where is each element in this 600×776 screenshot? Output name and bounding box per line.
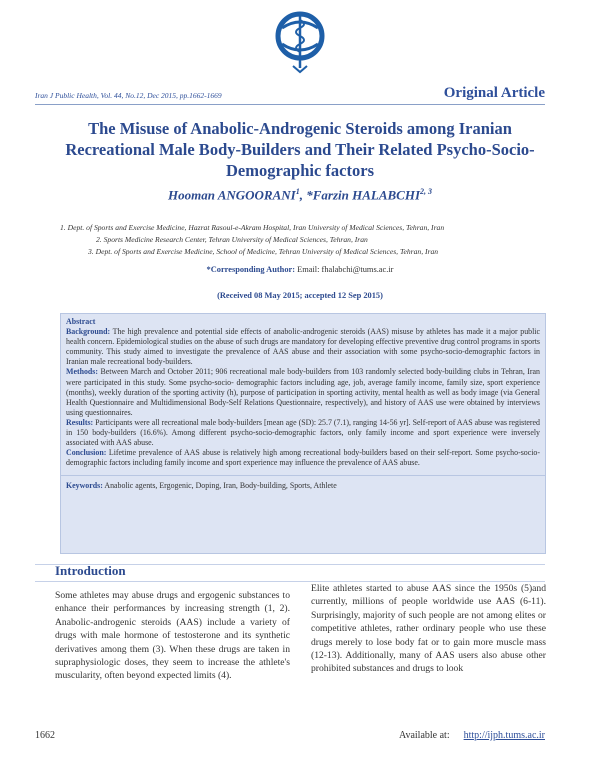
affiliation-3: 3. Dept. of Sports and Exercise Medicine, School of Medicine, Tehran University of Medical Sciences, Tehran, Iran xyxy=(88,247,439,256)
article-type-label: Original Article xyxy=(443,85,545,101)
abstract-methods: Methods: Between March and October 2011; 906 recreational male body-builders from 103 randomly selected body-building clubs in Tehran, Iran were participated in this study. Some psycho-socio- demographic factors including age, job, average family income, family size, sport experience (months), weekly duration of the sporting activity (h), purpose of participation in sporting activity, mental health as well as body image (via General Health Questionnaire and Multidimensional Body-Self Relations Questionnaire, respectively), and history of AAS use were obtained by interviews using questionnaires. xyxy=(66,367,540,417)
available-label: Available at: xyxy=(398,730,450,741)
introduction-heading: Introduction xyxy=(55,563,126,578)
intro-column-left: Some athletes may abuse drugs and ergogenic substances to enhance their performances by increasing strength (1, 2). Anabolic-androgenic steroids (AAS) include a variety of drugs with male hormone of testosterone and its synthetic derivatives among them (3). When these drugs are taken in supraphysiologic doses, they seem to increase the athlete's muscularity, often beyond expected limits (4). xyxy=(55,590,290,682)
abstract-background: Background: The high prevalence and potential side effects of anabolic-androgenic steroids (AAS) misuse by athletes has made it a major public health concern. Epidemiological studies on the abuse of such drugs are mandatory for developing effective preventive drug control programs in sports community. This study aimed to investigate the prevalence of AAS abuse and their association with some psycho-socio-demographic factors in Iranian male recreational body-builders. xyxy=(66,327,540,367)
author-line: Hooman ANGOORANI$^1$, *Farzin HALABCHI$^{2, 3}$ xyxy=(167,187,433,203)
availability-line xyxy=(399,730,545,741)
journal-url-link[interactable]: http://ijph.tums.ac.ir xyxy=(463,730,545,741)
author-1: Hooman ANGOORANI xyxy=(167,187,296,203)
affiliation-1: 1. Dept. of Sports and Exercise Medicine, Hazrat Rasoul-e-Akram Hospital, Iran University of Medical Sciences, Tehran, Iran xyxy=(60,223,445,232)
corresponding-email: Email: fhalabchi@tums.ac.ir xyxy=(295,265,394,274)
corresponding-author: *Corresponding Author: Email: fhalabchi@tums.ac.ir xyxy=(206,265,394,274)
header-divider xyxy=(35,104,545,105)
abstract-heading: Abstract xyxy=(66,317,96,326)
author-2: *Farzin HALABCHI xyxy=(306,187,421,203)
author-1-affiliation: 1 xyxy=(295,187,300,196)
abstract-keywords: Keywords: Anabolic agents, Ergogenic, Doping, Iran, Body-building, Sports, Athlete xyxy=(66,481,337,491)
intro-column-right: Elite athletes started to abuse AAS since the 1950s (5)and currently, millions of people worldwide use AAS (6-11). Surprisingly, majority of such people are not among elites or competitive athletes, rather ordinary people who use these drugs merely to lose body fat or to gain more muscle mass (12-13). Additionally, many of AAS users also abuse other prohibited substances and drugs to look xyxy=(311,583,546,675)
abstract-results: Results: Participants were all recreational male body-builders [mean age (SD): 25.7 (7.1), ranging 14-56 yr]. Self-report of AAS abuse was registered in 150 body-builders (16.6%). Among different psycho-socio-demographic factors, only family income and sport experience were inversely associated with AAS abuse. xyxy=(66,417,540,448)
author-2-affiliation: 2, 3 xyxy=(420,187,433,196)
keywords-divider xyxy=(61,475,545,476)
abstract-conclusion: Conclusion: Lifetime prevalence of AAS abuse is relatively high among recreational body-builders based on their self-report. Some psycho-socio-demographic factors including family income and sport experience may influence the prevalence of AAS abuse. xyxy=(66,448,540,468)
received-dates: (Received 08 May 2015; accepted 12 Sep 2015) xyxy=(217,291,383,300)
journal-citation: Iran J Public Health, Vol. 44, No.12, Dec 2015, pp.1662-1669 xyxy=(35,91,222,100)
abstract-box xyxy=(60,313,546,554)
page-number: 1662 xyxy=(35,730,55,741)
paper-title: The Misuse of Anabolic-Androgenic Steroids among Iranian Recreational Male Body-Builders and Their Related Psycho-Socio-Demographic factors xyxy=(65,119,535,180)
journal-logo xyxy=(273,6,327,74)
affiliation-2: 2. Sports Medicine Research Center, Tehran University of Medical Sciences, Tehran, Iran xyxy=(96,235,368,244)
